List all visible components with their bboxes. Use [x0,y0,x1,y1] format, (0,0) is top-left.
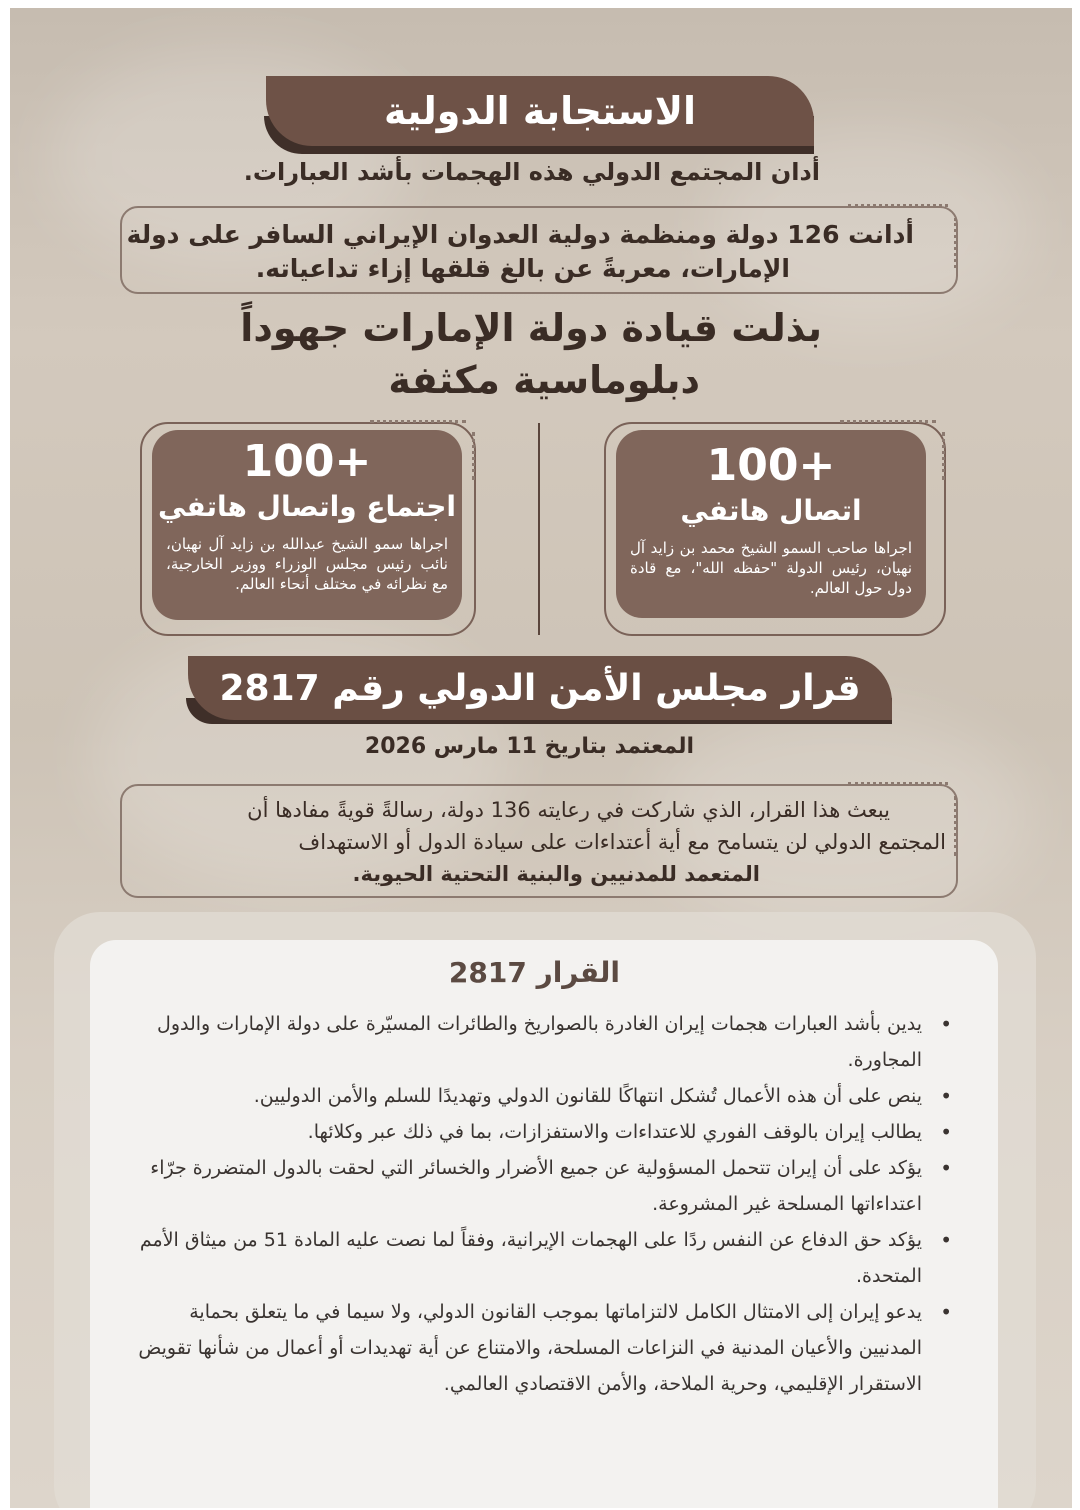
stat-description: اجراها صاحب السمو الشيخ محمد بن زايد آل نهيان، رئيس الدولة "حفظه الله"، مع قادة دول حول العالم. [630,539,912,597]
diplomacy-heading-1: بذلت قيادة دولة الإمارات جهوداً [240,306,822,350]
dotted-accent [942,432,945,480]
stat-number: 100+ [242,436,372,487]
resolution-clauses [134,1006,922,1402]
stat-title: اتصال هاتفي [680,494,862,527]
condemn-line-1: أدانت 126 دولة ومنظمة دولية العدوان الإيراني السافر على دولة [126,220,914,249]
list-item: • يؤكد على أن إيران تتحمل المسؤولية عن جميع الأضرار والخسائر التي لحقت بالدول المتضررة جرّاء اعتداءاتها المسلحة غير المشروعة. [134,1150,922,1222]
stat-card-meetings [152,430,462,620]
list-item: • يدين بأشد العبارات هجمات إيران الغادرة بالصواريخ والطائرات المسيّرة على دولة الإمارات والدول المجاورة. [134,1006,922,1078]
dotted-accent [848,204,948,207]
stats-divider [538,423,540,635]
list-item: • يدعو إيران إلى الامتثال الكامل لالتزاماتها بموجب القانون الدولي، ولا سيما في ما يتعلق بحماية المدنيين والأعيان المدنية في النزاعات المسلحة، والامتناع عن أية تهديدات أو أعمال من شأنها تقويض الاستقرار الإقليمي، وحرية الملاحة، والأمن الاقتصادي العالمي. [134,1294,922,1402]
resolution-date: المعتمد بتاريخ 11 مارس 2026 [364,734,694,759]
list-item: • يطالب إيران بالوقف الفوري للاعتداءات والاستفزازات، بما في ذلك عبر وكلائها. [134,1114,922,1150]
dotted-accent [840,420,936,423]
resolution-message-line-3: المتعمد للمدنيين والبنية التحتية الحيوية. [352,862,760,886]
condemn-line-2: الإمارات، معربةً عن بالغ قلقها إزاء تداعياته. [255,254,790,283]
dotted-accent [370,420,466,423]
intro-text: أدان المجتمع الدولي هذه الهجمات بأشد العبارات. [243,158,820,186]
panel-title: القرار 2817 [448,956,620,989]
dotted-accent [954,218,957,268]
resolution-banner [188,656,892,720]
diplomacy-heading-2: دبلوماسية مكثفة [388,358,700,402]
stat-card-calls [616,430,926,618]
list-item: • ينص على أن هذه الأعمال تُشكل انتهاكًا للقانون الدولي وتهديدًا للسلم والأمن الدوليين. [134,1078,922,1114]
resolution-message-line-2: المجتمع الدولي لن يتسامح مع أية أعتداءات على سيادة الدول أو الاستهداف [298,830,946,854]
header-banner [266,76,814,146]
resolution-panel [90,940,998,1508]
stat-description: اجراها سمو الشيخ عبدالله بن زايد آل نهيان، نائب رئيس مجلس الوزراء ووزير الخارجية، مع نظرائه في مختلف أنحاء العالم. [166,535,448,593]
stat-title: اجتماع واتصال هاتفي [158,490,456,523]
list-item: • يؤكد حق الدفاع عن النفس ردًا على الهجمات الإيرانية، وفقاً لما نصت عليه المادة 51 من ميثاق الأمم المتحدة. [134,1222,922,1294]
stat-number: 100+ [706,440,836,491]
infographic-page [10,8,1072,1508]
page-title: الاستجابة الدولية [383,89,697,133]
resolution-title: قرار مجلس الأمن الدولي رقم 2817 [219,667,861,709]
resolution-message-line-1: يبعث هذا القرار، الذي شاركت في رعايته 136 دولة، رسالةً قويةً مفادها أن [247,798,890,822]
dotted-accent [848,782,948,785]
dotted-accent [472,432,475,480]
dotted-accent [954,796,957,856]
